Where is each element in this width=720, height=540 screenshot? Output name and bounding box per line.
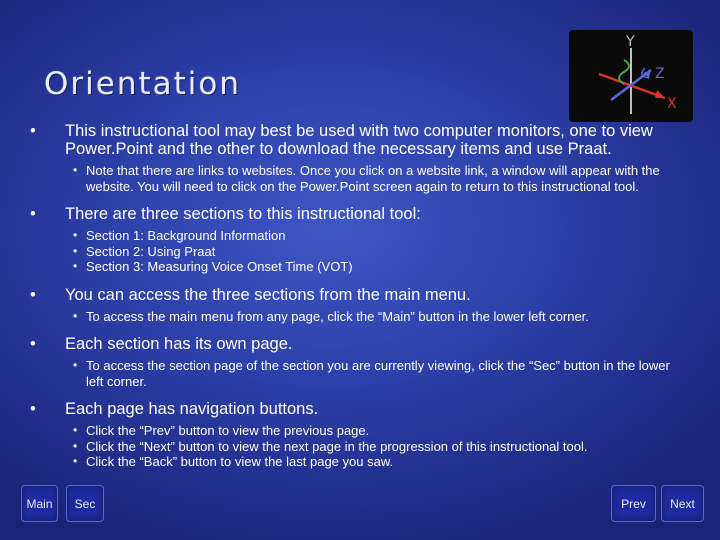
sub-bullet-text: Section 3: Measuring Voice Onset Time (VOT) (86, 259, 353, 274)
sub-bullet-text: To access the section page of the section you are currently viewing, click the “Sec” button in the lower left corner. (86, 358, 670, 389)
sub-bullet-text: Note that there are links to websites. Once you click on a website link, a window will appear with the website. You will need to click on the Power.Point screen again to return to this instructional tool. (86, 163, 660, 194)
bullet-dot: • (73, 423, 78, 437)
page-title: Orientation (44, 66, 242, 102)
bullet-text: Each page has navigation buttons. (65, 400, 319, 418)
sub-bullet-item (30, 228, 690, 244)
bullet-dot: • (73, 308, 78, 323)
bullet-dot: • (30, 285, 36, 304)
bullet-dot: • (30, 122, 36, 140)
sub-bullet-text: To access the main menu from any page, click the “Main” button in the lower left corner. (86, 308, 589, 324)
sub-bullet-text: Click the “Prev” button to view the previous page. (86, 423, 370, 438)
sub-bullet-item (30, 244, 690, 260)
bullet-dot: • (30, 335, 36, 353)
bullet-item (30, 286, 690, 304)
sec-button[interactable]: Sec (66, 485, 104, 522)
axis-label-z: Z (655, 66, 665, 82)
next-button[interactable]: Next (661, 485, 704, 522)
bullet-text: This instructional tool may best be used with two computer monitors, one to view Power.Point and the other to download the necessary items and use Praat. (65, 122, 653, 158)
sub-bullet-item (30, 439, 690, 455)
bullet-dot: • (73, 228, 78, 242)
bullet-item (30, 122, 690, 158)
sub-bullet-text: Click the “Back” button to view the last page you saw. (86, 454, 394, 469)
bullet-dot: • (73, 358, 78, 372)
bullet-list (30, 122, 690, 470)
sub-bullet-item (30, 358, 690, 389)
sub-bullet-item (30, 259, 690, 275)
sub-bullet-item (30, 454, 690, 470)
axis-label-y: Y (626, 34, 635, 50)
bullet-text: Each section has its own page. (65, 335, 293, 353)
bullet-dot: • (73, 438, 78, 453)
bullet-text: You can access the three sections from the main menu. (65, 285, 471, 304)
axis-label-x: X (667, 96, 677, 112)
sub-bullet-item (30, 309, 690, 325)
sub-bullet-text: Section 2: Using Praat (86, 243, 216, 259)
bullet-item (30, 205, 690, 223)
sub-bullet-item (30, 163, 690, 194)
sub-bullet-item (30, 423, 690, 439)
bullet-text: There are three sections to this instructional tool: (65, 205, 421, 223)
sub-bullet-text: Click the “Next” button to view the next page in the progression of this instructional tool. (86, 438, 588, 454)
bullet-dot: • (73, 243, 78, 258)
bullet-dot: • (30, 400, 36, 418)
bullet-item (30, 400, 690, 418)
sub-bullet-text: Section 1: Background Information (86, 228, 286, 243)
prev-button[interactable]: Prev (611, 485, 656, 522)
bullet-item (30, 335, 690, 353)
bullet-dot: • (73, 454, 78, 468)
xyz-axes-icon (569, 30, 693, 122)
bullet-dot: • (73, 163, 78, 177)
bullet-dot: • (30, 205, 36, 223)
main-button[interactable]: Main (21, 485, 58, 522)
bullet-dot: • (73, 259, 78, 273)
